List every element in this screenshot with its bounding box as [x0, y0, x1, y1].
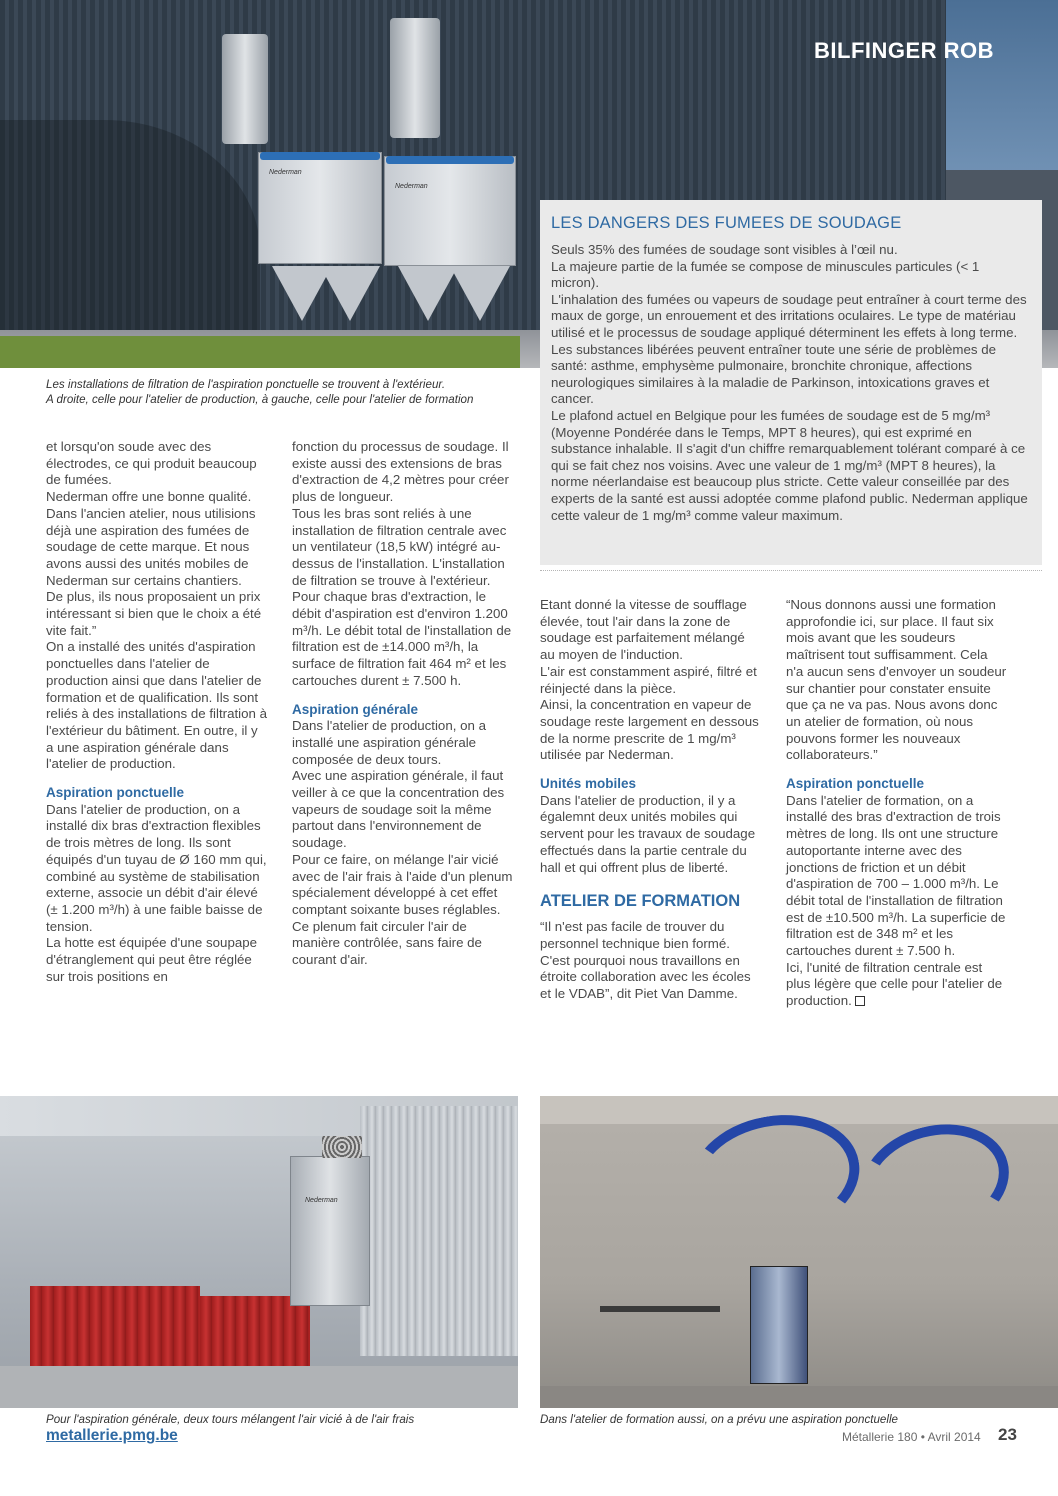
plenum-nozzles	[322, 1136, 362, 1158]
unit-brand-label: Nederman	[395, 183, 428, 190]
subheading: Aspiration ponctuelle	[786, 776, 925, 792]
paragraph: “Il n'est pas facile de trouver du personnel technique bien formé. C'est pourquoi nous travaillons en étroite collaboration avec les écoles et le VDAB”, dit Piet Van Damme.	[540, 919, 751, 1002]
paragraph: Dans l'atelier de production, on a installé une aspiration générale composée de deux tours.	[292, 718, 486, 767]
workbench	[600, 1306, 720, 1312]
sidebar-paragraph: Le plafond actuel en Belgique pour les fumées de soudage est de 5 mg/m³ (Moyenne Pondérée dans le Temps, MPT 8 heures), qui est exprimé en substance inhalable. Il s'agit d'un chiffre remarquablement tolérant comparé à ce qui se fait chez nos voisins. Avec une valeur de 1 mg/m³ (MPT 8 heures), la norme néerlandaise est beaucoup plus stricte. Cette valeur conseillée par des experts de la santé est aussi adoptée comme plafond public. Nederman applique cette valeur de 1 mg/m³ comme valeur maximum.	[551, 407, 1028, 523]
paragraph: Tous les bras sont reliés à une installation de filtration centrale avec un ventilateur (18,5 kW) intégré au-dessus de l'installation. L'installation de filtration se trouve à l'extérieur.	[292, 505, 507, 588]
blue-pipe-right	[386, 156, 514, 164]
end-of-article-icon	[855, 996, 865, 1006]
paragraph: De plus, ils nous proposaient un prix intéressant si bien que le choix a été vite fait.”	[46, 589, 262, 638]
filter-tower	[290, 1156, 370, 1306]
subheading: Aspiration ponctuelle	[46, 785, 185, 801]
paragraph: et lorsqu'on soude avec des électrodes, ce qui produit beaucoup de fumées.	[46, 439, 257, 488]
welding-curtain	[30, 1286, 200, 1376]
dangers-sidebar	[540, 200, 1042, 565]
floor	[0, 1366, 518, 1408]
blue-pipe-left	[260, 152, 380, 160]
paragraph: Avec une aspiration générale, il faut veiller à ce que la concentration des vapeurs de soudage soit la même partout dans l'environnement de soudage.	[292, 768, 505, 851]
filter-unit-left	[258, 152, 382, 264]
paragraph: Ainsi, la concentration en vapeur de soudage reste largement en dessous de la norme prescrite de 1 mg/m³ utilisée par Nederman.	[540, 697, 759, 763]
footer-website-link[interactable]: metallerie.pmg.be	[46, 1427, 178, 1444]
floor	[540, 1386, 1058, 1408]
page-number: 23	[998, 1425, 1017, 1444]
paragraph: La hotte est équipée d'une soupape d'étranglement qui peut être réglée sur trois positions en	[46, 935, 258, 984]
unit-brand-label: Nederman	[269, 169, 302, 176]
photo-general-aspiration	[0, 1096, 518, 1408]
exhaust-stack-right	[390, 18, 440, 138]
paragraph: On a installé des unités d'aspiration ponctuelles dans l'atelier de production ainsi que dans l'atelier de formation et de qualification. Ils sont reliés à des installations de filtration à l'extérieur du bâtiment. En outre, il y a une aspiration générale dans l'atelier de production.	[46, 639, 267, 772]
exhaust-stack-left	[222, 34, 268, 144]
paragraph: Nederman offre une bonne qualité. Dans l'ancien atelier, nous utilisions déjà une aspiration des fumées de soudage de cette marque. Et nous avons aussi des unités mobiles de Nederman sur certains chantiers.	[46, 489, 256, 588]
section-heading: ATELIER DE FORMATION	[540, 892, 741, 911]
article-column-2	[292, 439, 514, 969]
paragraph: Etant donné la vitesse de soufflage élevée, tout l'air dans la zone de soudage est parfaitement mélangé au moyen de l'induction.	[540, 597, 747, 663]
paragraph: “Nous donnons aussi une formation approfondie ici, sur place. Il faut six mois avant que les soudeurs maîtrisent tout suffisamment. Cela n'a aucun sens d'envoyer un soudeur sur chantier pour constater ensuite que ça ne va pas. Nous avons donc un atelier de formation, où nous pouvons former les nouveaux collaborateurs.”	[786, 597, 1007, 763]
extraction-arm-right	[848, 1108, 1021, 1253]
photo-caption-left: Pour l'aspiration générale, deux tours mélangent l'air vicié à de l'air frais	[46, 1413, 415, 1426]
photo-training-workshop	[540, 1096, 1058, 1408]
subheading: Unités mobiles	[540, 776, 637, 792]
article-column-3	[540, 597, 762, 1003]
sidebar-text	[551, 242, 1031, 524]
paragraph: Ce plenum fait circuler l'air de manière contrôlée, sans faire de courant d'air.	[292, 918, 482, 968]
subheading: Aspiration générale	[292, 701, 419, 717]
paragraph-end	[786, 960, 1008, 1010]
building-sign: BILFINGER ROB	[814, 38, 995, 63]
paragraph: L'air est constamment aspiré, filtré et réinjecté dans la pièce.	[540, 663, 757, 696]
photo-caption-right: Dans l'atelier de formation aussi, on a prévu une aspiration ponctuelle	[540, 1413, 898, 1426]
filter-unit-right	[384, 156, 516, 266]
article-column-1	[46, 439, 268, 986]
article-column-4	[786, 597, 1008, 1010]
paragraph: Dans l'atelier de production, on a installé dix bras d'extraction flexibles de trois mètres de long. Ils sont équipés d'un tuyau de Ø 160 mm qui, combiné au système de stabilisation externe, associe un débit d'air élevé (± 1.200 m³/h) à une faible baisse de tension.	[46, 801, 267, 934]
sidebar-paragraph: L'inhalation des fumées ou vapeurs de soudage peut entraîner à court terme des maux de gorge, un enrouement et des irritations oculaires. Le type de matériau utilisé et le processus de soudage appliqué déterminent les effets à long terme. Les substances libérées peuvent entraîner toute une série de problèmes de santé: asthme, emphysème pulmonaire, bronchite chronique, affections neurologiques similaires à la maladie de Parkinson, intoxications graves et cancer.	[551, 291, 1027, 407]
footer-issue: Métallerie 180 • Avril 2014	[842, 1430, 981, 1444]
paragraph: Pour chaque bras d'extraction, le débit d'aspiration est d'environ 1.200 m³/h. Le débit total de l'installation de filtration est de ±14.000 m³/h, la surface de filtration fait 464 m² et les cartouches durent ± 7.500 h.	[292, 589, 512, 688]
sidebar-paragraph: Seuls 35% des fumées de soudage sont visibles à l’œil nu.	[551, 242, 898, 257]
hero-caption-line-1: Les installations de filtration de l'aspiration ponctuelle se trouvent à l'extérieur.	[46, 378, 446, 391]
unit-brand-label: Nederman	[305, 1197, 338, 1204]
hero-caption	[46, 377, 473, 407]
paragraph: Dans l'atelier de formation, on a installé des bras d'extraction de trois mètres de long. Ils ont une structure autoportante interne avec des jonctions de friction et un débit d'aspiration de 700 – 1.000 m³/h. Le débit total de l'installation de filtration est de ±10.500 m³/h. La superficie de filtration est de 348 m² et les cartouches durent ± 7.500 h.	[786, 792, 1006, 959]
hopper-right-2	[450, 266, 510, 321]
sidebar-paragraph: La majeure partie de la fumée se compose de minuscules particules (< 1 micron).	[551, 258, 980, 291]
paragraph: Dans l'atelier de production, il y a égalemnt deux unités mobiles qui servent pour les travaux de soudage effectués dans la partie centrale du hall et qui offrent plus de liberté.	[540, 792, 756, 875]
sidebar-title: LES DANGERS DES FUMEES DE SOUDAGE	[551, 214, 902, 232]
paragraph: fonction du processus de soudage. Il existe aussi des extensions de bras d'extraction de 4,2 mètres pour créer plus de longueur.	[292, 439, 509, 505]
grass	[0, 336, 520, 368]
hero-caption-line-2: A droite, celle pour l'atelier de production, à gauche, celle pour l'atelier de formation	[46, 393, 474, 406]
sidebar-divider	[540, 570, 1042, 571]
extraction-arm-left	[681, 1102, 869, 1250]
hopper-left-2	[320, 266, 380, 321]
welding-curtain	[200, 1296, 310, 1366]
paragraph: Pour ce faire, on mélange l'air vicié avec de l'air frais à l'aide d'un plenum spécialement développé à cet effet comptant soixante buses réglables.	[292, 851, 513, 917]
paragraph: Ici, l'unité de filtration centrale est plus légère que celle pour l'atelier de production.	[786, 959, 1003, 1009]
hopper-right-1	[398, 266, 458, 321]
roller-door	[360, 1106, 518, 1356]
welding-machine	[750, 1266, 808, 1384]
